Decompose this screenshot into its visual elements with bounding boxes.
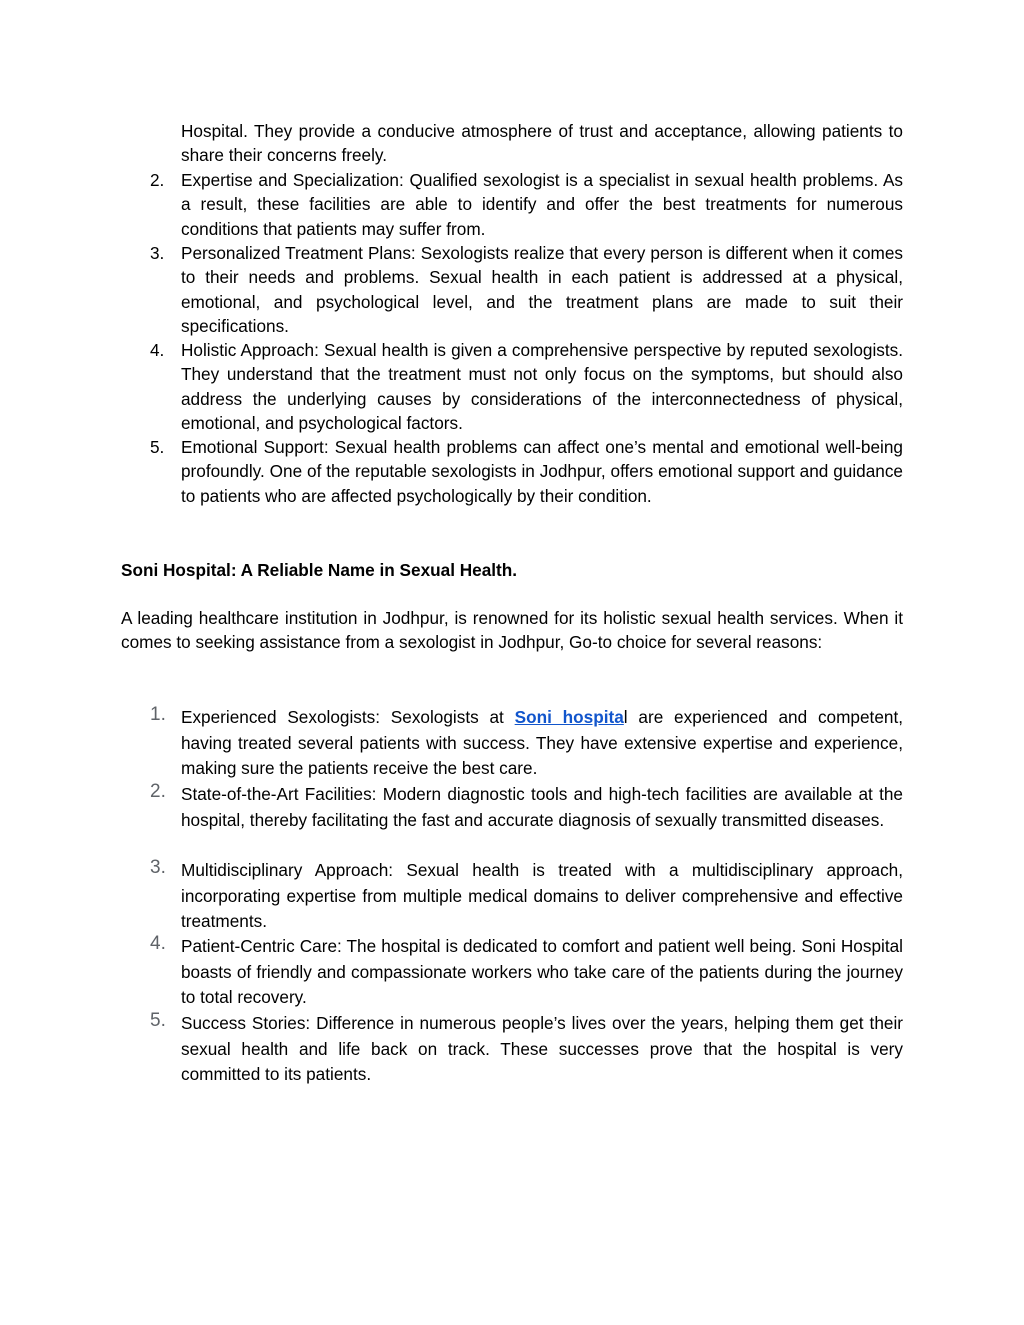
list-item-number: 2. — [150, 781, 166, 802]
list-item-text — [181, 705, 903, 782]
list-item — [121, 1011, 903, 1088]
list-item — [121, 782, 903, 833]
list-item-number: 4. — [150, 340, 165, 360]
list-item-number: 5. — [150, 1010, 166, 1031]
list-item-text: Patient-Centric Care: The hospital is dedicated to comfort and patient well being. Soni Hospital boasts of friendly and compassionate workers who take care of the patients during the journey to total recovery. — [181, 936, 903, 1007]
list-item-number: 1. — [150, 704, 166, 725]
list-item-number: 5. — [150, 437, 165, 457]
list-item-text-before-link: Experienced Sexologists: Sexologists at — [181, 707, 515, 727]
list-item-text: Success Stories: Difference in numerous people’s lives over the years, helping them get their sexual health and life back on track. These successes prove that the hospital is very committed to its patients. — [181, 1013, 903, 1084]
intro-paragraph: A leading healthcare institution in Jodhpur, is renowned for its holistic sexual health services. When it comes to seeking assistance from a sexologist in Jodhpur, Go-to choice for several reasons: — [121, 608, 903, 653]
list-item-text-after-link: l are experienced and competent, having treated several patients with success. They have extensive expertise and experience, making sure the patients receive the best care. — [181, 707, 903, 778]
list-item-text: Multidisciplinary Approach: Sexual health is treated with a multidisciplinary approach, incorporating expertise from multiple medical domains to deliver comprehensive and effective treatments. — [181, 860, 903, 931]
list-item-number: 2. — [150, 170, 165, 190]
list-item-number: 4. — [150, 933, 166, 954]
list-item-text: Expertise and Specialization: Qualified sexologist is a specialist in sexual health problems. As a result, these facilities are able to identify and offer the best treatments for numerous conditions that patients may suffer from. — [181, 170, 903, 239]
list-item — [121, 858, 903, 935]
list-item-text: Personalized Treatment Plans: Sexologists realize that every person is different when it comes to their needs and problems. Sexual health in each patient is addressed at a physical, emotional, and psychological level, and the treatment plans are made to suit their specifications. — [181, 243, 903, 337]
list-item — [121, 934, 903, 1011]
list-item-text: Holistic Approach: Sexual health is given a comprehensive perspective by reputed sexologists. They understand that the treatment must not only focus on the symptoms, but should also address the underlying causes by considerations of the interconnectedness of physical, emotional, and psychological factors. — [181, 340, 903, 434]
list-item-text: State-of-the-Art Facilities: Modern diagnostic tools and high-tech facilities are available at the hospital, thereby facilitating the fast and accurate diagnosis of sexually transmitted diseases. — [181, 784, 903, 830]
soni-hospital-link[interactable]: Soni hospita — [514, 707, 624, 727]
list-item — [121, 338, 903, 436]
list-item-number: 3. — [150, 243, 165, 263]
list-item-text: Emotional Support: Sexual health problems can affect one’s mental and emotional well-being profoundly. One of the reputable sexologists in Jodhpur, offers emotional support and guidance to patients who are affected psychologically by their condition. — [181, 437, 903, 506]
list-item — [121, 168, 903, 241]
list-item — [121, 241, 903, 339]
list-item-number: 3. — [150, 857, 166, 878]
list-item-continuation — [121, 119, 903, 168]
list-item — [121, 705, 903, 782]
list-item — [121, 435, 903, 508]
list-item-text: Hospital. They provide a conducive atmosphere of trust and acceptance, allowing patients to share their concerns freely. — [181, 121, 903, 166]
section-heading: Soni Hospital: A Reliable Name in Sexual Health. — [121, 560, 518, 580]
